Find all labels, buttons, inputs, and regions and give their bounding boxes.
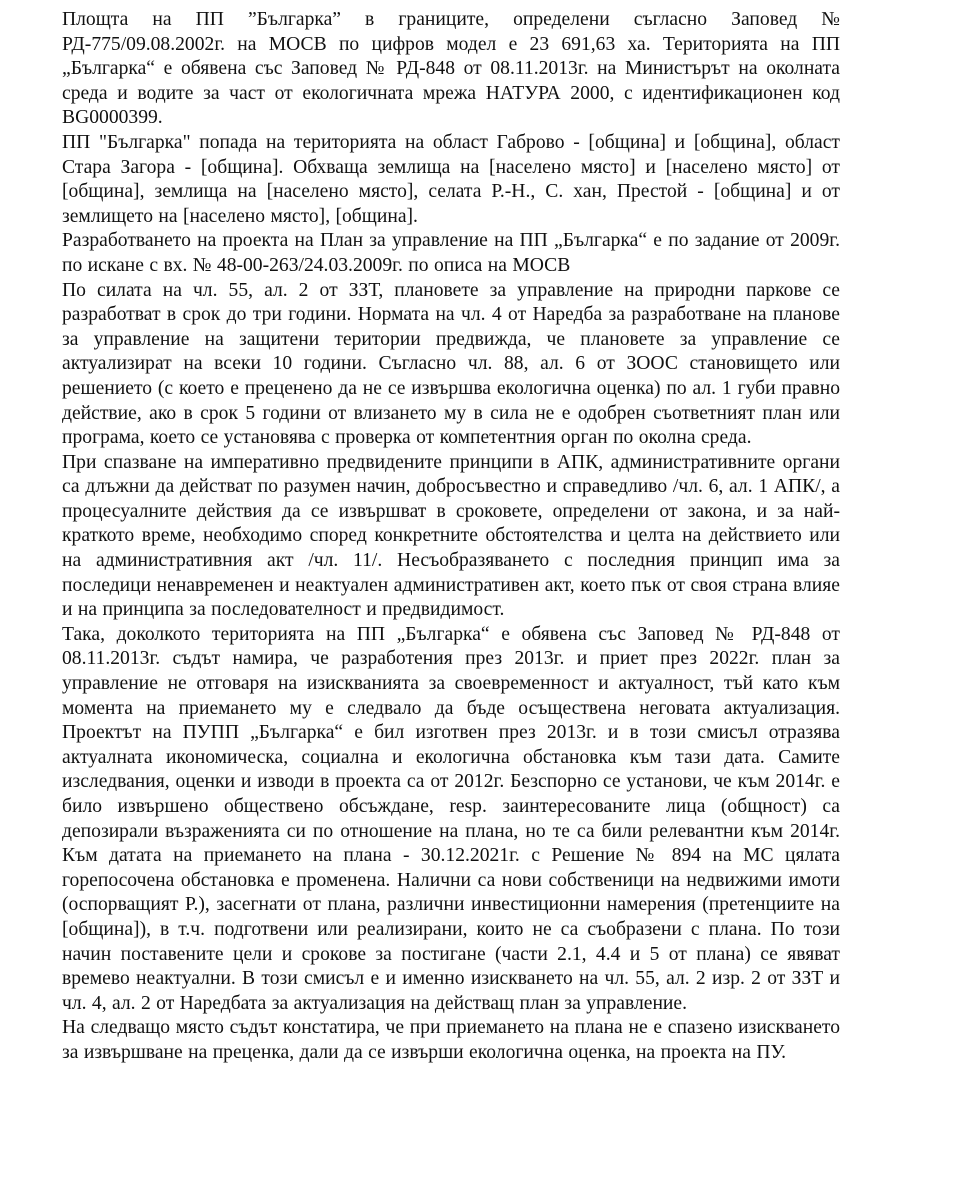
paragraph-apk-principles: При спазване на императивно предвидените принципи в АПК, административните органи са длъжни да действат по разумен начин, добросъвестно и справедливо /чл. 6, ал. 1 АПК/, а процесуалните действия да се извършват в сроковете, определени от закона, и за най-краткото време, необходимо според конкретните обстоятелства и целта на действието или на административния акт /чл. 11/. Несъобразяването с последния принцип има за последици ненавременен и неактуален административен акт, което пък от своя страна влияе и на принципа за последователност и предвидимост. (62, 451, 840, 621)
paragraph-plan-assignment: Разработването на проекта на План за управление на ПП „Българка“ е по задание от 2009г. по искане с вх. № 48-00-263/24.03.2009г. по описа на МОСВ (62, 230, 840, 276)
paragraph-park-location: ПП "Българка" попада на територията на област Габрово - [община] и [община], област Стара Загора - [община]. Обхваща землища на [населено място] и [населено място] от [община], землища на [населено място], селата Р.-Н., С. хан, Престой - [община] и от землището на [населено място], [община]. (62, 131, 840, 227)
paragraph-park-area: Площта на ПП ”Българка” в границите, определени съгласно Заповед № РД-775/09.08.2002г. на МОСВ по цифров модел е 23 691,63 ха. Територията на ПП „Българка“ е обявена със Заповед № РД-848 от 08.11.2013г. на Министърът на околната среда и водите за част от екологичната мрежа НАТУРА 2000, с идентификационен код BG0000399. (62, 9, 840, 129)
paragraph-court-findings: Така, доколкото територията на ПП „Българка“ е обявена със Заповед № РД-848 от 08.11.2013г. съдът намира, че разработения през 2013г. и приет през 2022г. план за управление не отговаря на изискванията за своевременност и актуалност, тъй като към момента на приемането му е следвало да бъде осъществена неговата актуализация. Проектът на ПУПП „Българка“ е бил изготвен през 2013г. и в този смисъл отразява актуалната икономическа, социална и екологична обстановка към тази дата. Самите изследвания, оценки и изводи в проекта са от 2012г. Безспорно се установи, че към 2014г. е било извършено обществено обсъждане, resp. заинтересованите лица (общност) са депозирали възраженията си по отношение на плана, но те са били релевантни към 2014г. Към датата на приемането на плана - 30.12.2021г. с Решение № 894 на МС цялата горепосочена обстановка е променена. Налични са нови собственици на недвижими имоти (оспорващият Р.), засегнати от плана, различни инвестиционни намерения (претенциите на [община]), в т.ч. подготвени или реализирани, които не са съобразени с плана. По този начин поставените цели и срокове за постигане (части 2.1, 4.4 и 5 от плана) се явяват времево неактуални. В този смисъл е и именно изискването на чл. 55, ал. 2 изр. 2 от ЗЗТ и чл. 4, ал. 2 от Наредбата за актуализация на действащ план за управление. (62, 623, 840, 1014)
paragraph-legal-terms: По силата на чл. 55, ал. 2 от ЗЗТ, плановете за управление на природни паркове се разработват в срок до три години. Нормата на чл. 4 от Наредба за разработване на планове за управление на защитени територии предвижда, че плановете за управление се актуализират на всеки 10 години. Съгласно чл. 88, ал. 6 от ЗООС становището или решението (с което е преценено да не се извършва екологична оценка) по ал. 1 губи правно действие, ако в срок 5 години от влизането му в сила не е одобрен съответният план или програма, което се установява с проверка от компетентния орган по околна среда. (62, 279, 840, 449)
document-page (62, 8, 840, 1066)
paragraph-environmental-assessment: На следващо място съдът констатира, че при приемането на плана не е спазено изискването за извършване на преценка, дали да се извърши екологична оценка, на проекта на ПУ. (62, 1017, 840, 1063)
